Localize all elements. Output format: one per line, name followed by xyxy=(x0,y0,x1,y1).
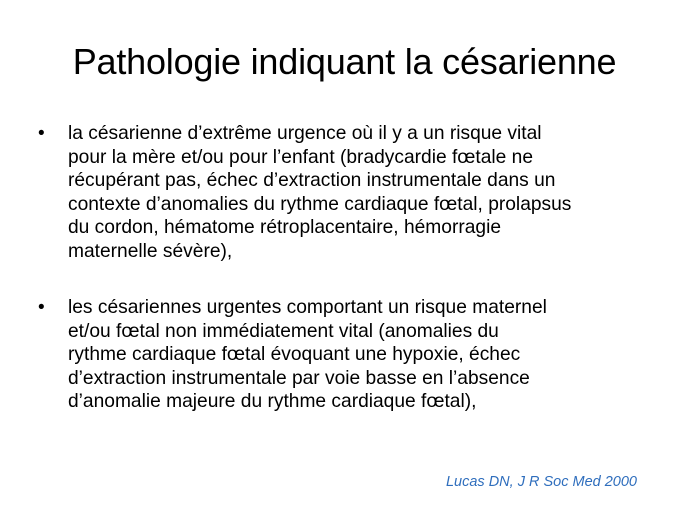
bullet-line: d’extraction instrumentale par voie basse en l’absence xyxy=(68,367,530,389)
bullet-line: d’anomalie majeure du rythme cardiaque fœtal), xyxy=(68,391,477,412)
bullet-line: et/ou fœtal non immédiatement vital (anomalies du xyxy=(68,320,499,342)
bullet-list xyxy=(38,122,658,414)
bullet-item-2 xyxy=(38,296,658,414)
bullet-line: récupérant pas, échec d’extraction instrumentale dans un xyxy=(68,170,556,191)
slide-title: Pathologie indiquant la césarienne xyxy=(72,41,617,82)
bullet-line: maternelle sévère), xyxy=(68,240,233,262)
bullet-line: les césariennes urgentes comportant un risque maternel xyxy=(68,297,547,318)
bullet-text xyxy=(68,122,658,263)
bullet-line: contexte d’anomalies du rythme cardiaque fœtal, prolapsus xyxy=(68,193,572,215)
bullet-line: pour la mère et/ou pour l’enfant (bradycardie fœtale ne xyxy=(68,146,534,168)
bullet-line: rythme cardiaque fœtal évoquant une hypoxie, échec xyxy=(68,344,521,365)
bullet-item-1 xyxy=(38,122,658,263)
bullet-dot-icon: • xyxy=(38,297,45,318)
bullet-line: du cordon, hématome rétroplacentaire, hémorragie xyxy=(68,217,502,238)
bullet-text xyxy=(68,296,658,414)
bullet-dot-icon: • xyxy=(38,123,45,144)
bullet-line: la césarienne d’extrême urgence où il y a un risque vital xyxy=(68,123,542,144)
citation: Lucas DN, J R Soc Med 2000 xyxy=(445,474,637,490)
